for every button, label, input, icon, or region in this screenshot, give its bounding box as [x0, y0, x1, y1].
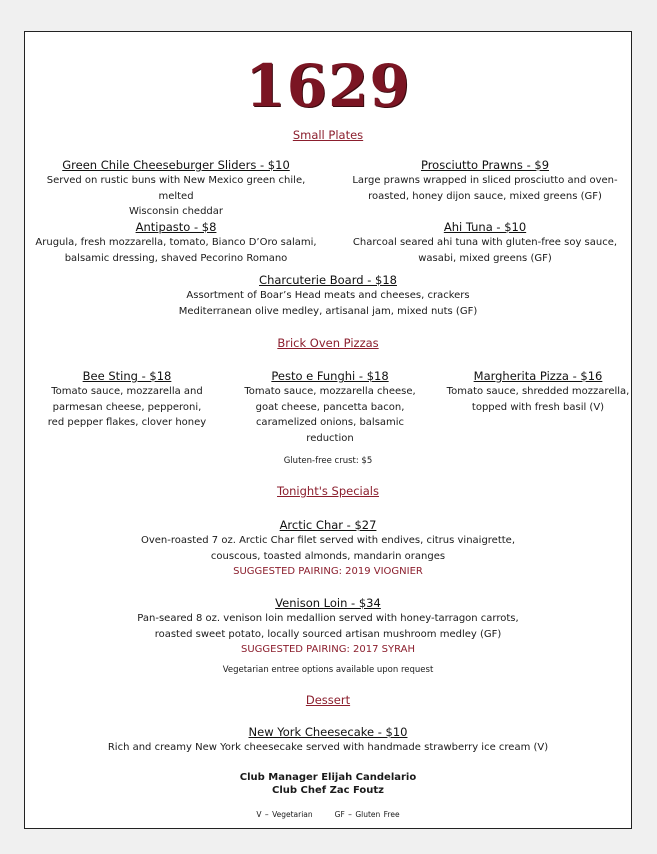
menu-item-new-york-cheesecake — [25, 725, 631, 756]
menu-item-antipasto — [31, 220, 321, 266]
vegetarian-note: Vegetarian entree options available upon request — [222, 665, 434, 675]
item-desc-line: Oven-roasted 7 oz. Arctic Char filet served with endives, citrus vinaigrette, — [140, 535, 516, 546]
item-desc-line: Assortment of Boar’s Head meats and cheeses, crackers — [186, 290, 470, 301]
dietary-legend — [25, 810, 631, 820]
section-title-dessert: Dessert — [305, 693, 351, 707]
item-desc-line: Wisconsin cheddar — [128, 206, 224, 217]
item-desc-line: goat cheese, pancetta bacon, — [255, 401, 405, 413]
menu-page — [24, 31, 632, 829]
item-desc-line: red pepper flakes, clover honey — [47, 417, 207, 428]
item-desc-line: Arugula, fresh mozzarella, tomato, Bianco D’Oro salami, — [35, 237, 317, 248]
menu-item-pesto-e-funghi — [237, 369, 423, 446]
section-title-small-plates: Small Plates — [292, 128, 364, 142]
item-name: New York Cheesecake - $10 — [248, 725, 408, 739]
wine-pairing: SUGGESTED PAIRING: 2019 VIOGNIER — [233, 566, 423, 577]
item-name: Bee Sting - $18 — [82, 369, 172, 383]
item-desc-line: Mediterranean olive medley, artisanal jam, mixed nuts (GF) — [178, 305, 478, 317]
item-name: Margherita Pizza - $16 — [473, 369, 603, 383]
section-title-pizzas: Brick Oven Pizzas — [277, 336, 379, 350]
menu-item-green-chile-sliders — [31, 158, 321, 220]
item-desc-line: Served on rustic buns with New Mexico green chile, melted — [46, 175, 306, 202]
item-desc-line: couscous, toasted almonds, mandarin oranges — [210, 550, 446, 562]
item-desc-line: Charcoal seared ahi tuna with gluten-free soy sauce, — [352, 237, 618, 248]
item-desc-line: balsamic dressing, shaved Pecorino Romano — [64, 252, 288, 264]
item-desc-line: Rich and creamy New York cheesecake served with handmade strawberry ice cream (V) — [107, 742, 549, 753]
item-desc-line: Tomato sauce, mozzarella cheese, — [244, 386, 416, 397]
item-name: Venison Loin - $34 — [275, 596, 381, 610]
club-manager: Club Manager Elijah Candelario — [239, 772, 417, 783]
wine-pairing: SUGGESTED PAIRING: 2017 SYRAH — [241, 644, 415, 655]
item-desc-line: roasted sweet potato, locally sourced artisan mushroom medley (GF) — [154, 628, 502, 640]
legend-vegetarian: V – Vegetarian — [256, 810, 313, 819]
section-title-specials: Tonight's Specials — [277, 484, 379, 498]
item-name: Charcuterie Board - $18 — [259, 273, 397, 287]
legend-gluten-free: GF – Gluten Free — [334, 810, 400, 819]
restaurant-logo: 1629 — [245, 52, 411, 120]
item-name: Green Chile Cheeseburger Sliders - $10 — [62, 158, 290, 172]
item-desc-line: roasted, honey dijon sauce, mixed greens (GF) — [368, 190, 602, 202]
item-name: Antipasto - $8 — [135, 220, 217, 234]
item-name: Arctic Char - $27 — [279, 518, 377, 532]
menu-item-arctic-char — [25, 518, 631, 579]
menu-item-margherita-pizza — [443, 369, 633, 415]
item-desc-line: wasabi, mixed greens (GF) — [418, 252, 552, 264]
item-desc-line: Pan-seared 8 oz. venison loin medallion served with honey-tarragon carrots, — [137, 613, 519, 624]
menu-item-bee-sting — [37, 369, 217, 431]
item-name: Ahi Tuna - $10 — [443, 220, 527, 234]
item-desc-line: reduction — [306, 432, 354, 444]
item-name: Prosciutto Prawns - $9 — [420, 158, 550, 172]
item-desc-line: Large prawns wrapped in sliced prosciutto and oven- — [352, 175, 618, 186]
menu-item-venison-loin — [25, 596, 631, 657]
menu-item-ahi-tuna — [345, 220, 625, 266]
item-desc-line: topped with fresh basil (V) — [471, 401, 605, 413]
item-desc-line: Tomato sauce, mozzarella and — [51, 386, 203, 397]
gluten-free-note: Gluten-free crust: $5 — [283, 456, 373, 466]
item-desc-line: parmesan cheese, pepperoni, — [52, 401, 202, 413]
item-desc-line: Tomato sauce, shredded mozzarella, — [446, 386, 630, 397]
menu-item-prosciutto-prawns — [345, 158, 625, 204]
menu-item-charcuterie-board — [25, 273, 631, 319]
item-desc-line: caramelized onions, balsamic — [255, 417, 405, 428]
item-name: Pesto e Funghi - $18 — [271, 369, 389, 383]
club-chef: Club Chef Zac Foutz — [271, 785, 385, 796]
